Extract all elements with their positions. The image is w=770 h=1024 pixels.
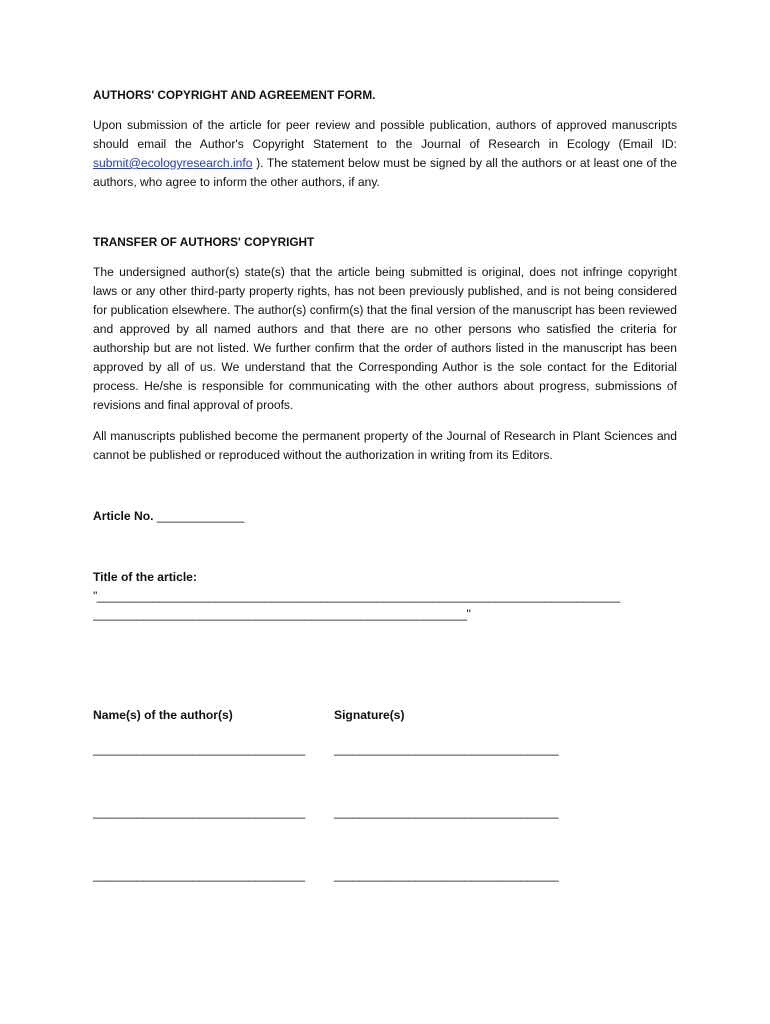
form-body [93, 86, 677, 623]
author-name-blank[interactable]: __________________________________ [93, 742, 305, 756]
article-no-field [93, 507, 677, 526]
email-link[interactable]: submit@ecologyresearch.info [93, 156, 253, 170]
transfer-paragraph-1: The undersigned author(s) state(s) that the article being submitted is original, does not infringe copyright laws or any other third-party property rights, has not been previously published, and is not being considered for publication elsewhere. The author(s) confirm(s) that the final version of the manuscript has been reviewed and approved by all named authors and that there are no other persons who satisfied the criteria for authorship but are not listed. We further confirm that the order of authors listed in the manuscript has been approved by all of us. We understand that the Corresponding Author is the sole contact for the Editorial process. He/she is responsible for communicating with the other authors about progress, submissions of revisions and final approval of proofs. [93, 265, 677, 412]
transfer-paragraph-2: All manuscripts published become the permanent property of the Journal of Research in Plant Sciences and cannot be published or reproduced without the authorization in writing from its Editors. [93, 429, 677, 462]
signature-table [93, 708, 613, 898]
intro-text-part2: ). The statement below must be signed by all the authors or at least one of the authors, who agree to inform the other authors, if any. [93, 156, 677, 189]
signature-column-header: Signature(s) [334, 708, 405, 722]
signature-row-3 [93, 868, 613, 888]
article-no-label: Article No. [93, 509, 154, 523]
form-heading: AUTHORS' COPYRIGHT AND AGREEMENT FORM. [93, 88, 376, 102]
signature-table-header [93, 708, 613, 728]
author-signature-blank[interactable]: ____________________________________ [334, 868, 559, 882]
signature-row-1 [93, 742, 613, 762]
article-no-blank[interactable]: _____________ [156, 509, 245, 523]
intro-paragraph [93, 116, 677, 192]
author-name-blank[interactable]: __________________________________ [93, 805, 305, 819]
title-label: Title of the article: [93, 570, 197, 584]
author-signature-blank[interactable]: ____________________________________ [334, 742, 559, 756]
author-name-blank[interactable]: __________________________________ [93, 868, 305, 882]
title-blank-line-1[interactable]: "____________________________________________________________________________________ [93, 589, 620, 603]
intro-text-part1: Upon submission of the article for peer review and possible publication, authors of approved manuscripts should email the Author's Copyright Statement to the Journal of Research in Ecology (Email ID: [93, 118, 677, 151]
author-signature-blank[interactable]: ____________________________________ [334, 805, 559, 819]
transfer-heading: TRANSFER OF AUTHORS' COPYRIGHT [93, 235, 315, 249]
title-blank-line-2[interactable]: ____________________________________________________________" [93, 607, 471, 621]
names-column-header: Name(s) of the author(s) [93, 708, 233, 722]
signature-row-2 [93, 805, 613, 825]
